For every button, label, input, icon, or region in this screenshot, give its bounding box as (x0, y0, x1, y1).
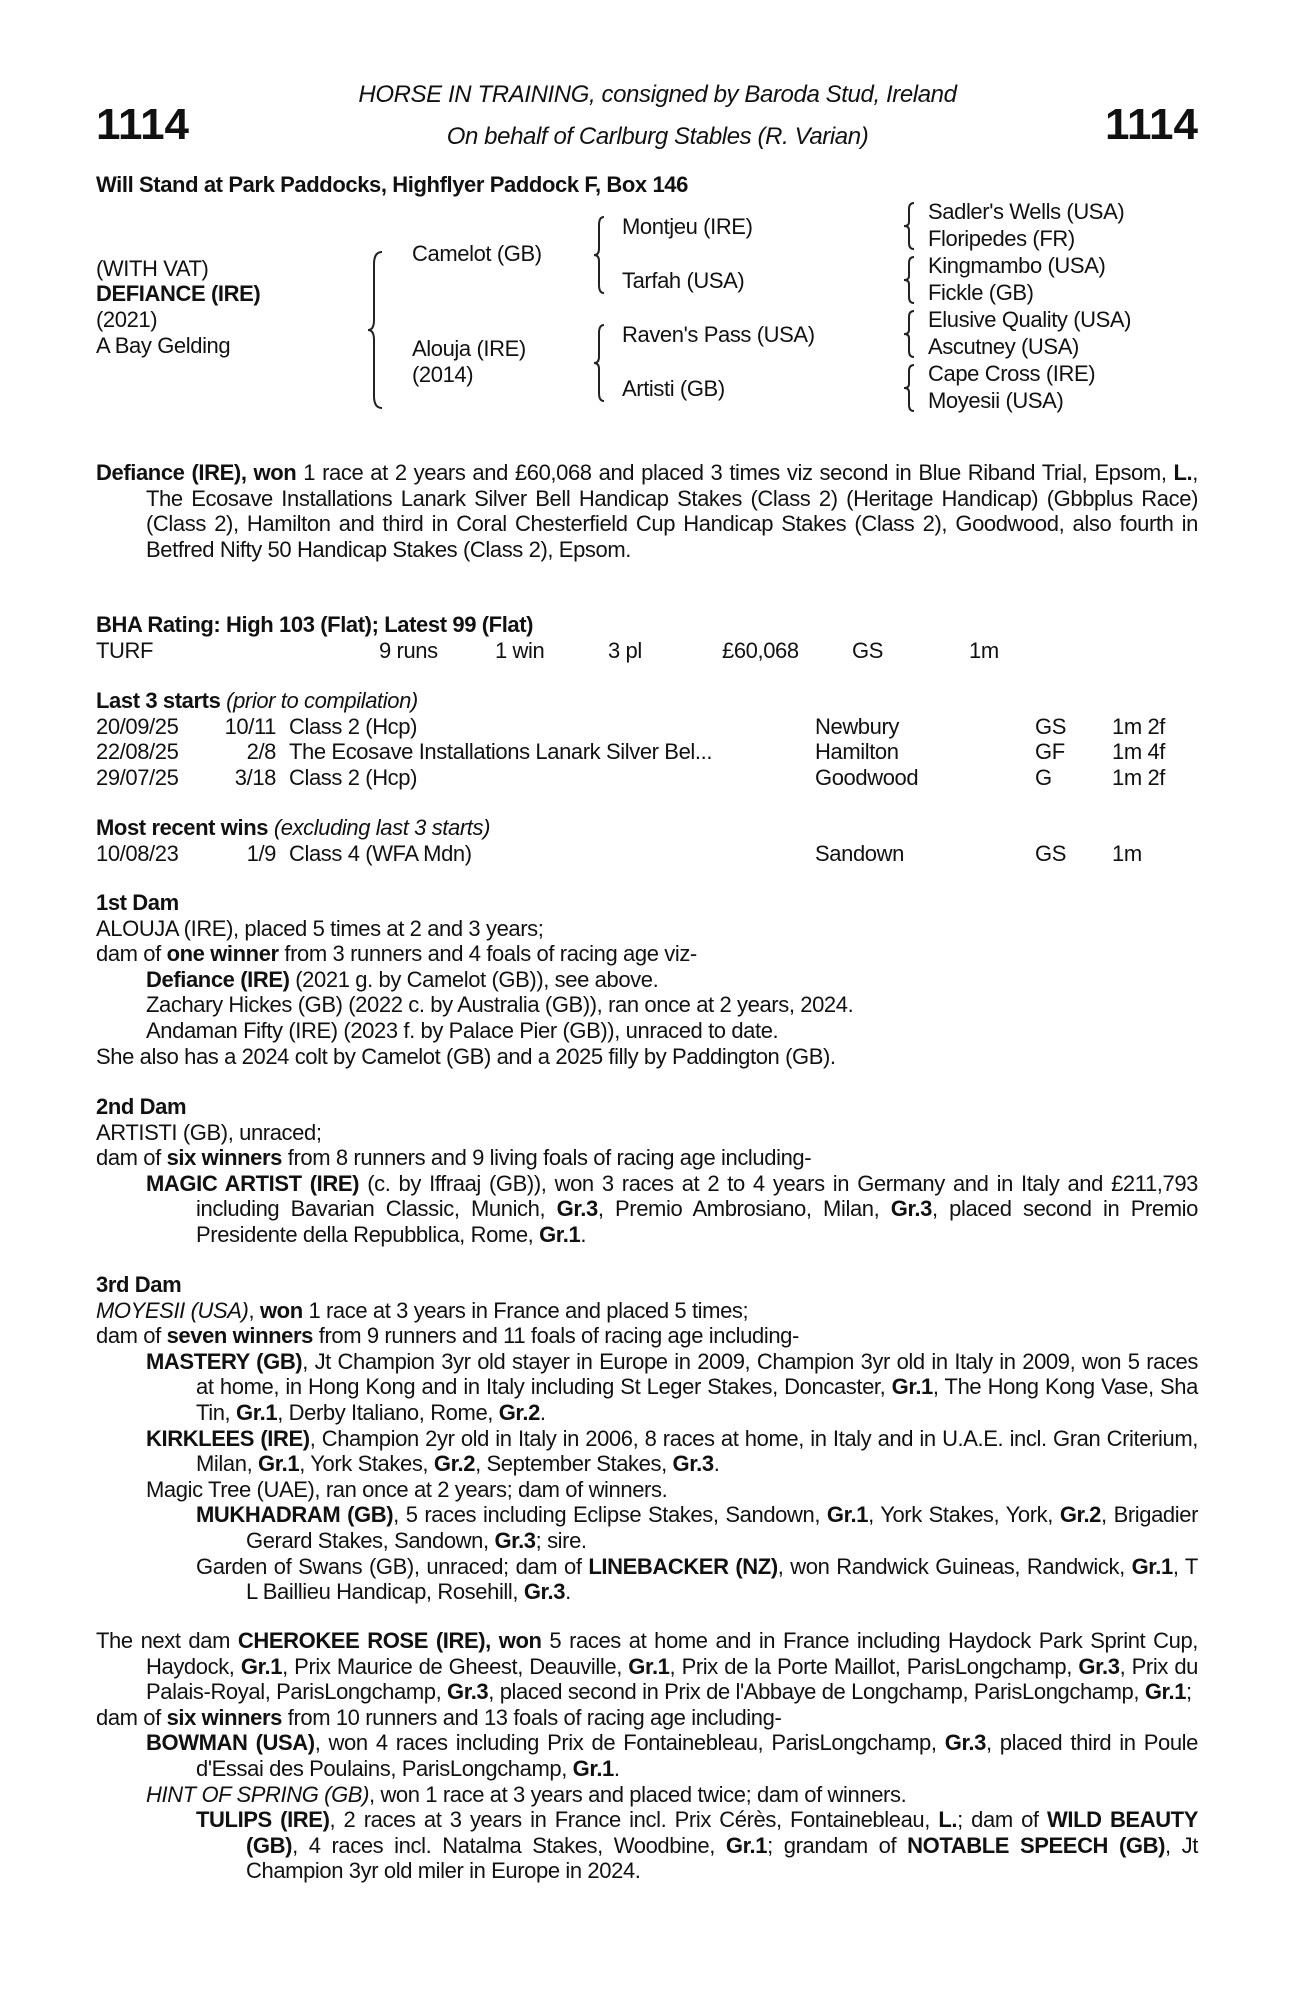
rating-title: BHA Rating: High 103 (Flat); Latest 99 (Flat) (96, 612, 534, 637)
next-dam (96, 1628, 1198, 1884)
paragraph (96, 460, 1198, 562)
race: Class 4 (WFA Mdn) (289, 840, 472, 866)
vat-note: (WITH VAT) (96, 256, 209, 281)
great-grandparent: Fickle (GB) (928, 280, 1034, 305)
bold-text: won (259, 1297, 303, 1323)
third-dam (96, 1272, 1198, 1605)
dam-brace (594, 323, 608, 403)
bold-text: Gr.1 (725, 1832, 768, 1858)
date: 22/08/25 (96, 739, 179, 765)
text: . (580, 1221, 587, 1247)
text: She also has a 2024 colt by Camelot (GB) and a 2025 filly by Paddington (GB). (96, 1043, 836, 1069)
bold-text: Gr.1 (826, 1502, 869, 1528)
going: GS (1035, 840, 1066, 866)
bold-text: Defiance (IRE) (146, 966, 290, 992)
text: The next dam (96, 1628, 238, 1653)
text: MOYESII (USA) (96, 1297, 249, 1323)
text: Magic Tree (UAE), ran once at 2 years; dam of winners. (146, 1476, 668, 1502)
bold-text: Gr.2 (433, 1451, 476, 1477)
dist: 1m 4f (1112, 739, 1166, 765)
bold-text: MAGIC ARTIST (IRE) (146, 1170, 360, 1196)
text: , Brigadier Gerard Stakes, Sandown, (246, 1502, 1199, 1553)
text: Andaman Fifty (IRE) (2023 f. by Palace Pier (GB)), unraced to date. (146, 1017, 779, 1043)
text: , T L Baillieu Handicap, Rosehill, (246, 1553, 1198, 1605)
paragraph (96, 1554, 1198, 1605)
race-row (96, 739, 1198, 765)
text: (2021 g. by Camelot (GB)), see above. (289, 966, 659, 992)
pos: 10/11 (224, 713, 276, 739)
text: , Prix du Palais-Royal, ParisLongchamp, (146, 1653, 1198, 1705)
date: 29/07/25 (96, 764, 179, 790)
bold-text: Gr.1 (258, 1451, 300, 1477)
bold-text: six winners (166, 1704, 283, 1730)
text: , Prix de la Porte Maillot, ParisLongchamp, (669, 1653, 1079, 1679)
date: 20/09/25 (96, 713, 179, 739)
sire-brace (594, 215, 608, 295)
paragraph (96, 1705, 1198, 1731)
dist: 1m 2f (1112, 764, 1166, 790)
text: from 10 runners and 13 foals of racing age including- (282, 1704, 782, 1730)
paragraph (96, 916, 1198, 942)
great-grandparent: Moyesii (USA) (928, 388, 1064, 413)
bold-text: MASTERY (GB) (146, 1348, 303, 1374)
bold-text: Gr.2 (498, 1399, 540, 1425)
text: , placed third in Poule d'Essai des Poulains, ParisLongchamp, (196, 1730, 1198, 1781)
paragraph (96, 992, 1198, 1018)
paragraph (96, 1782, 1198, 1808)
paragraph (96, 1044, 1198, 1070)
bold-text: L. (938, 1807, 958, 1833)
race: Class 2 (Hcp) (289, 713, 418, 739)
race: Class 2 (Hcp) (289, 764, 418, 790)
dist: 1m (1112, 840, 1142, 866)
text: , York Stakes, (299, 1451, 434, 1477)
bold-text: six winners (166, 1145, 283, 1171)
placed: 3 pl (608, 637, 642, 663)
consignor-line: On behalf of Carlburg Stables (R. Varian) (446, 123, 869, 150)
text: , Jt Champion 3yr old miler in Europe in 2024. (246, 1832, 1198, 1884)
paragraph (96, 1018, 1198, 1044)
bold-text: Defiance (IRE), won (96, 460, 297, 485)
paragraph (96, 1145, 1198, 1171)
bold-text: Gr.1 (240, 1653, 283, 1679)
bold-text: Gr.1 (891, 1374, 933, 1400)
surface: TURF (96, 637, 154, 663)
text: , won Randwick Guineas, Randwick, (777, 1553, 1132, 1579)
great-grandparent: Cape Cross (IRE) (928, 361, 1096, 386)
recent-title: Most recent wins (96, 815, 269, 840)
text: , placed second in Prix de l'Abbaye de Longchamp, ParisLongchamp, (488, 1679, 1145, 1705)
bold-text: BOWMAN (USA) (146, 1730, 315, 1756)
text: ; grandam of (767, 1832, 908, 1858)
paragraph (96, 1298, 1198, 1324)
text: Garden of Swans (GB), unraced; dam of (196, 1553, 589, 1579)
bold-text: Gr.1 (1131, 1553, 1173, 1579)
last3-title: Last 3 starts (96, 688, 221, 713)
paragraph (96, 941, 1198, 967)
distance: 1m (969, 637, 999, 663)
sire: Camelot (GB) (412, 241, 542, 266)
bold-text: Gr.3 (944, 1730, 986, 1756)
dam: Alouja (IRE) (412, 336, 526, 361)
text: , Derby Italiano, Rome, (277, 1399, 499, 1425)
ggs-brace (904, 255, 918, 305)
dam3-title: 3rd Dam (96, 1272, 182, 1297)
bold-text: Gr.3 (494, 1527, 536, 1553)
lot-number-right: 1114 (1104, 100, 1198, 149)
dam-year: (2014) (412, 362, 474, 387)
text: , won 1 race at 3 years and placed twice; dam of winners. (369, 1781, 907, 1807)
going: GS (852, 637, 883, 663)
text: 1 race at 2 years and £60,068 and placed 3 times viz second in Blue Riband Trial, Epsom, (296, 460, 1174, 485)
course: Goodwood (815, 764, 919, 790)
lot-number-left: 1114 (96, 100, 190, 149)
first-dam (96, 890, 1198, 1069)
bold-text: Gr.3 (523, 1579, 566, 1605)
text: . (539, 1399, 546, 1425)
paragraph (96, 1502, 1198, 1553)
text: (c. by Iffraaj (GB)), won 3 races at 2 to 4 years in Germany and in Italy and £211,793 including Bavarian Classic, Munich, (196, 1170, 1198, 1222)
paragraph (96, 1323, 1198, 1349)
horse-year: (2021) (96, 307, 158, 332)
ggs-brace (904, 309, 918, 359)
race-row (96, 841, 1198, 867)
text: , Jt Champion 3yr old stayer in Europe in 2009, Champion 3yr old in Italy in 2009, won 5 races at home, in Hong Kong and in Italy including St Leger Stakes, Doncaster, (196, 1348, 1198, 1400)
text: from 8 runners and 9 living foals of racing age including- (282, 1145, 812, 1171)
dam-dam: Artisti (GB) (622, 376, 725, 401)
paragraph (96, 1349, 1198, 1426)
bold-text: CHEROKEE ROSE (IRE), won (237, 1628, 542, 1653)
ggs-brace (904, 201, 918, 251)
horse-name: DEFIANCE (IRE) (96, 281, 261, 306)
bold-text: one winner (166, 941, 279, 967)
pedigree-brace (368, 250, 388, 410)
great-grandparent: Elusive Quality (USA) (928, 307, 1132, 332)
recent-note: (excluding last 3 starts) (273, 815, 491, 840)
text: 5 races at home and in France including Haydock Park Sprint Cup, Haydock, (146, 1628, 1198, 1679)
course: Newbury (815, 713, 900, 739)
text: , 5 races including Eclipse Stakes, Sandown, (393, 1502, 827, 1528)
text: , 4 races incl. Natalma Stakes, Woodbine, (292, 1832, 726, 1858)
dam1-title: 1st Dam (96, 890, 179, 915)
date: 10/08/23 (96, 840, 179, 866)
bold-text: WILD BEAUTY (GB) (246, 1807, 1198, 1858)
text: dam of (96, 1704, 167, 1730)
bold-text: NOTABLE SPEECH (GB) (907, 1832, 1166, 1858)
bold-text: Gr.3 (1078, 1653, 1120, 1679)
paragraph (96, 1730, 1198, 1781)
dist: 1m 2f (1112, 713, 1166, 739)
text: HINT OF SPRING (GB) (146, 1781, 370, 1807)
last3-note: (prior to compilation) (226, 688, 418, 713)
second-dam (96, 1094, 1198, 1248)
going: G (1035, 764, 1052, 790)
course: Sandown (815, 840, 904, 866)
great-grandparent: Floripedes (FR) (928, 226, 1075, 251)
location-line: Will Stand at Park Paddocks, Highflyer Paddock F, Box 146 (96, 172, 688, 197)
race-row (96, 765, 1198, 791)
text: from 9 runners and 11 foals of racing age including- (313, 1323, 799, 1349)
text: dam of (96, 941, 167, 967)
sire-sire: Montjeu (IRE) (622, 214, 753, 239)
text: ARTISTI (GB), unraced; (96, 1119, 322, 1145)
text: ; (1186, 1679, 1192, 1705)
text: dam of (96, 1323, 167, 1349)
paragraph (96, 1426, 1198, 1477)
text: , Prix Maurice de Gheest, Deauville, (282, 1653, 629, 1679)
bold-text: Gr.1 (572, 1755, 614, 1781)
last-3-starts (96, 688, 1198, 790)
bold-text: Gr.1 (235, 1399, 278, 1425)
text: , Champion 2yr old in Italy in 2006, 8 races at home, in Italy and in U.A.E. incl. Gran Criterium, Milan, (196, 1425, 1198, 1477)
bold-text: TULIPS (IRE) (196, 1807, 330, 1833)
earnings: £60,068 (722, 637, 799, 663)
text: ALOUJA (IRE), placed 5 times at 2 and 3 years; (96, 915, 544, 941)
pos: 2/8 (246, 739, 276, 765)
bha-rating (96, 612, 1198, 663)
bold-text: Gr.3 (672, 1451, 714, 1477)
text: , won 4 races including Prix de Fontainebleau, ParisLongchamp, (314, 1730, 945, 1756)
text: 1 race at 3 years in France and placed 5 times; (302, 1297, 749, 1323)
consignment-line: HORSE IN TRAINING, consigned by Baroda Stud, Ireland (358, 81, 957, 108)
text: , The Hong Kong Vase, Sha Tin, (196, 1374, 1198, 1425)
bold-text: MUKHADRAM (GB) (196, 1502, 394, 1528)
race-row (96, 714, 1198, 740)
text: ; sire. (535, 1527, 587, 1553)
paragraph (96, 1477, 1198, 1503)
text: , placed second in Premio Presidente della Repubblica, Rome, (196, 1196, 1198, 1247)
going: GF (1035, 739, 1065, 765)
text: , Premio Ambrosiano, Milan, (597, 1196, 891, 1222)
paragraph (96, 1628, 1198, 1705)
great-grandparent: Ascutney (USA) (928, 334, 1079, 359)
bold-text: Gr.2 (1059, 1502, 1102, 1528)
text: , 2 races at 3 years in France incl. Prix Cérès, Fontainebleau, (329, 1807, 939, 1833)
race-summary (96, 460, 1198, 562)
wins: 1 win (495, 637, 545, 663)
paragraph (96, 967, 1198, 993)
great-grandparent: Sadler's Wells (USA) (928, 199, 1125, 224)
paragraph (96, 1807, 1198, 1884)
dam-sire: Raven's Pass (USA) (622, 322, 815, 347)
paragraph (96, 1171, 1198, 1248)
pos: 3/18 (234, 764, 276, 790)
great-grandparent: Kingmambo (USA) (928, 253, 1106, 278)
text: . (565, 1579, 571, 1605)
dam2-title: 2nd Dam (96, 1094, 187, 1119)
text: , York Stakes, York, (868, 1502, 1060, 1528)
text: , September Stakes, (475, 1451, 673, 1477)
text: dam of (96, 1145, 167, 1171)
bold-text: Gr.3 (890, 1196, 932, 1222)
bold-text: Gr.3 (556, 1196, 598, 1222)
bold-text: Gr.1 (628, 1653, 670, 1679)
bold-text: KIRKLEES (IRE) (146, 1425, 310, 1451)
text: from 3 runners and 4 foals of racing age viz- (278, 941, 697, 967)
bold-text: seven winners (166, 1323, 314, 1349)
text: . (613, 1755, 620, 1781)
runs: 9 runs (379, 637, 438, 663)
bold-text: Gr.1 (1144, 1679, 1187, 1705)
text: . (713, 1451, 720, 1477)
turf-record (96, 638, 1198, 664)
going: GS (1035, 713, 1066, 739)
bold-text: Gr.1 (539, 1221, 581, 1247)
text: Zachary Hickes (GB) (2022 c. by Australia (GB)), ran once at 2 years, 2024. (146, 992, 854, 1018)
text: , (248, 1297, 260, 1323)
course: Hamilton (815, 739, 899, 765)
paragraph (96, 1120, 1198, 1146)
race: The Ecosave Installations Lanark Silver Bel... (289, 739, 713, 765)
horse-description: A Bay Gelding (96, 333, 231, 358)
most-recent-wins (96, 815, 1198, 866)
bold-text: Gr.3 (447, 1679, 489, 1705)
text: , The Ecosave Installations Lanark Silver Bell Handicap Stakes (Class 2) (Heritage Handicap) (Gbbplus Race) (Class 2), Hamilton and third in Coral Chesterfield Cup Handicap Stakes (Class 2), Goodwood, also fourth in Betfred Nifty 50 Handicap Stakes (Class 2), Epsom. (146, 460, 1198, 562)
pos: 1/9 (246, 840, 276, 866)
text: ; dam of (957, 1807, 1047, 1833)
ggs-brace (904, 363, 918, 413)
sire-dam: Tarfah (USA) (622, 268, 745, 293)
bold-text: L. (1173, 460, 1193, 485)
bold-text: LINEBACKER (NZ) (588, 1553, 778, 1579)
